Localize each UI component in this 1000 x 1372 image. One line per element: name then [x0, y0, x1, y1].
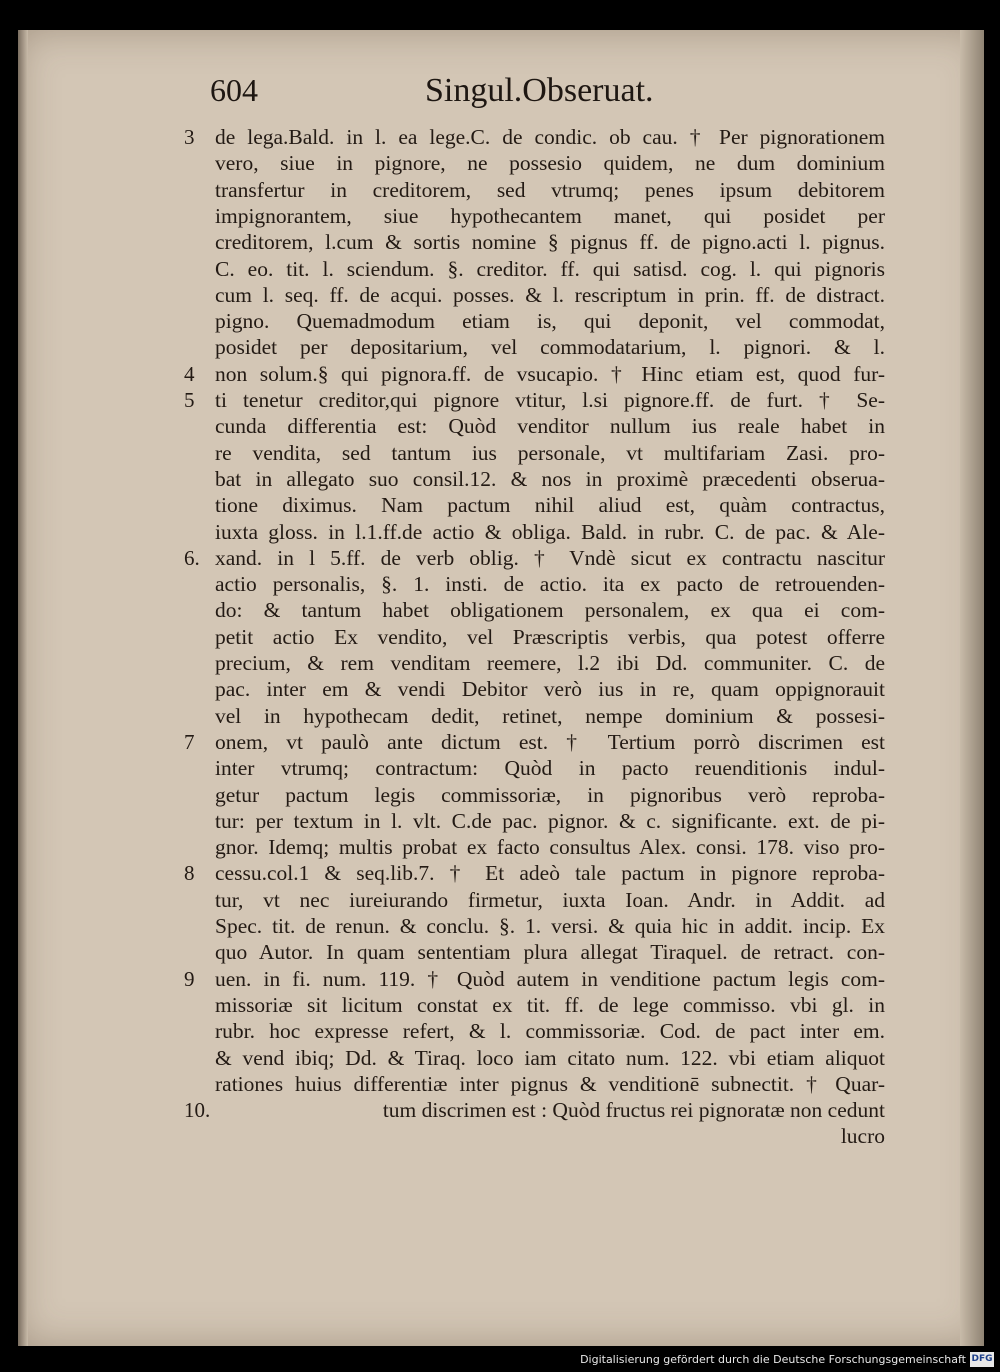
margin-number: 4 — [184, 361, 195, 386]
margin-number: 5 — [184, 388, 195, 412]
text-line: & vend ibiq; Dd. & Tiraq. loco iam citato num. 122. vbi etiam aliquot — [215, 1045, 885, 1070]
text-line: actio personalis, §. 1. insti. de actio. ita ex pacto de retrouenden- — [215, 572, 885, 597]
margin-number: 6. — [184, 545, 200, 570]
text-line: posidet per depositarium, vel commodatarium, l. pignori. & l. — [215, 335, 885, 360]
margin-number: 8 — [184, 861, 195, 886]
running-title: Singul.Obseruat. — [425, 72, 654, 109]
text-line: uen. in fi. num. 119. † Quòd autem in venditione pactum legis com- — [215, 966, 885, 991]
text-line: iuxta gloss. in l.1.ff.de actio & obliga. Bald. in rubr. C. de pac. & Ale- — [215, 519, 885, 544]
text-line: quo Autor. In quam sententiam plura allegat Tiraquel. de retract. con- — [215, 940, 885, 965]
text-line: vero, siue in pignore, ne possesio quidem, ne dum dominium — [215, 151, 885, 176]
text-line: gnor. Idemq; multis probat ex facto consultus Alex. consi. 178. viso pro- — [215, 835, 885, 860]
page-edge — [960, 30, 984, 1346]
text-line: de lega.Bald. in l. ea lege.C. de condic. ob cau. † Per pignorationem — [215, 125, 885, 149]
text-line: precium, & rem venditam reemere, l.2 ibi Dd. communiter. C. de — [215, 651, 885, 675]
text-line: pigno. Quemadmodum etiam is, qui deponit, vel commodat, — [215, 309, 885, 334]
text-line: rubr. hoc expresse refert, & l. commissoriæ. Cod. de pact inter em. — [215, 1019, 885, 1044]
margin-number: 9 — [184, 966, 195, 991]
text-line: bat in allegato suo consil.12. & nos in proximè præcedenti obserua- — [215, 466, 885, 491]
text-line: pac. inter em & vendi Debitor verò ius in re, quam oppignorauit — [215, 677, 885, 702]
text-line: vel in hypothecam dedit, retinet, nempe dominium & possesi- — [215, 703, 885, 728]
text-line: missoriæ sit licitum constat ex tit. ff. de lege commisso. vbi gl. in — [215, 992, 885, 1017]
text-line: rationes huius differentiæ inter pignus & venditionē subnectit. † Quar- — [215, 1071, 885, 1096]
text-line: cum l. seq. ff. de acqui. posses. & l. rescriptum in prin. ff. de distract. — [215, 282, 885, 307]
margin-number: 10. — [184, 1098, 211, 1123]
text-line: tur: per textum in l. vlt. C.de pac. pignor. & c. significante. ext. de pi- — [215, 808, 885, 833]
text-line: re vendita, sed tantum ius personale, vt multifariam Zasi. pro- — [215, 440, 885, 465]
page-header — [0, 72, 1000, 116]
catchword: lucro — [840, 1124, 885, 1149]
text-line: inter vtrumq; contractum: Quòd in pacto reuenditionis indul- — [215, 756, 885, 781]
dfg-logo-icon: DFG — [970, 1352, 994, 1367]
text-line: impignorantem, siue hypothecantem manet, qui posidet per — [215, 203, 885, 228]
text-line: tione diximus. Nam pactum nihil aliud est, quàm contractus, — [215, 493, 885, 518]
text-line: C. eo. tit. l. sciendum. §. creditor. ff. qui satisd. cog. l. qui pignoris — [215, 256, 885, 281]
text-line: onem, vt paulò ante dictum est. † Tertium porrò discrimen est — [215, 729, 885, 754]
margin-number: 3 — [184, 125, 195, 149]
text-line: cessu.col.1 & seq.lib.7. † Et adeò tale pactum in pignore reproba- — [215, 861, 885, 886]
text-line: petit actio Ex vendito, vel Præscriptis verbis, qua potest offerre — [215, 624, 885, 649]
text-line: ti tenetur creditor,qui pignore vtitur, l.si pignore.ff. de furt. † Se- — [215, 388, 885, 412]
footer-bar — [0, 1350, 1000, 1372]
text-line: Spec. tit. de renun. & conclu. §. 1. versi. & quia hic in addit. incip. Ex — [215, 914, 885, 938]
text-line: creditorem, l.cum & sortis nomine § pignus ff. de pigno.acti l. pignus. — [215, 230, 885, 255]
text-line: getur pactum legis commissoriæ, in pignoribus verò reproba- — [215, 782, 885, 807]
page-gutter — [18, 30, 28, 1346]
text-line: non solum.§ qui pignora.ff. de vsucapio. † Hinc etiam est, quod fur- — [215, 361, 885, 386]
text-line: tur, vt nec iureiurando firmetur, iuxta Ioan. Andr. in Addit. ad — [215, 887, 885, 912]
funding-credit: Digitalisierung gefördert durch die Deutsche Forschungsgemeinschaft — [580, 1353, 966, 1366]
text-line: do: & tantum habet obligationem personalem, ex qua ei com- — [215, 598, 885, 623]
text-line: cunda differentia est: Quòd venditor nullum ius reale habet in — [215, 414, 885, 439]
margin-number: 7 — [184, 729, 195, 754]
text-line: transfertur in creditorem, sed vtrumq; penes ipsum debitorem — [215, 177, 885, 202]
text-line: tum discrimen est : Quòd fructus rei pignoratæ non cedunt — [382, 1098, 885, 1123]
text-line: xand. in l 5.ff. de verb oblig. † Vndè sicut ex contractu nascitur — [215, 545, 885, 570]
page-number: 604 — [210, 72, 258, 108]
